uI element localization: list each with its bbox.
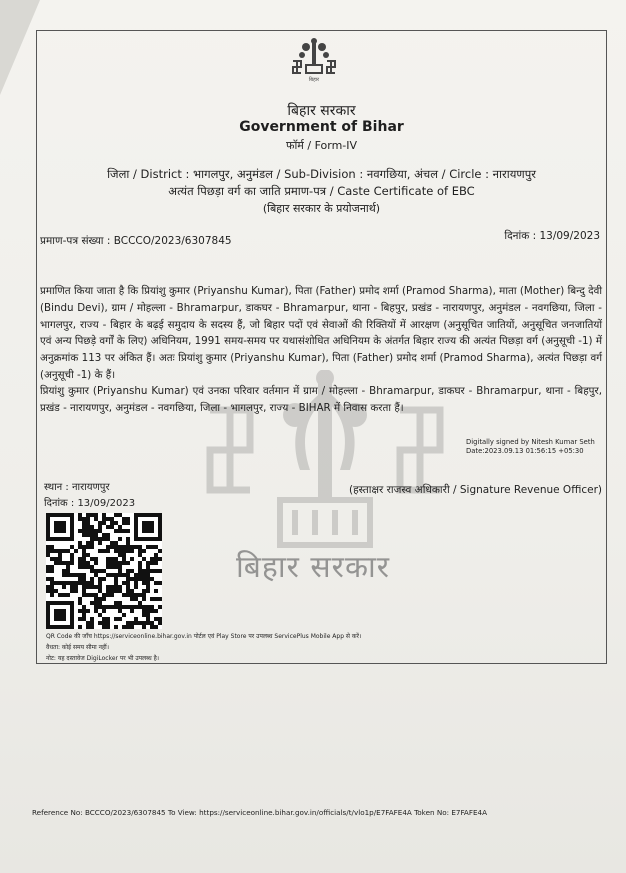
place-field: स्थान : नारायणपुर	[44, 482, 110, 493]
place-date-field: दिनांक : 13/09/2023	[44, 498, 136, 509]
district-line: जिला / District : भागलपुर, अनुमंडल / Sub-Division : नवगछिया, अंचल / Circle : नारायणपुर	[107, 167, 536, 181]
government-title: Government of Bihar	[239, 119, 404, 135]
certificate-number: प्रमाण-पत्र संख्या : BCCCO/2023/6307845	[40, 235, 232, 247]
watermark-text: बिहार सरकार	[236, 550, 391, 585]
qr-code-icon	[46, 513, 162, 629]
qr-note: QR Code की जाँच https://serviceonline.bihar.gov.in पोर्टल एवं Play Store पर उपलब्ध ServicePlus Mobile App से करें।	[46, 633, 362, 640]
caste-certificate-title: अत्यंत पिछड़ा वर्ग का जाति प्रमाण-पत्र / Caste Certificate of EBC	[168, 184, 475, 198]
issue-date: दिनांक : 13/09/2023	[504, 230, 600, 242]
hindi-title: बिहार सरकार	[287, 103, 356, 119]
qr-code[interactable]	[46, 513, 162, 629]
purpose-line: (बिहार सरकार के प्रयोजनार्थ)	[262, 202, 381, 215]
reference-footer: Reference No: BCCCO/2023/6307845 To View: https://serviceonline.bihar.gov.in/officials/t/vlo1p/E7FAFE4A Token No: E7FAFE4A	[32, 808, 487, 817]
bihar-emblem-icon	[291, 37, 337, 83]
residence-paragraph: प्रियांशु कुमार (Priyanshu Kumar) एवं उनका परिवार वर्तमान में ग्राम / मोहल्ला - Bhramarpur, डाकघर - Bhramarpur, थाना - बिहपुर, प्रखंड - नारायणपुर, अनुमंडल - नवगछिया, जिला - भागलपुर, राज्य - BIHAR में निवास करता हैं।	[40, 385, 602, 414]
digital-signature	[466, 438, 606, 456]
validity-note: वैधता: कोई समय सीमा नहीं।	[46, 644, 109, 651]
certification-paragraph: प्रमाणित किया जाता है कि प्रियांशु कुमार (Priyanshu Kumar), पिता (Father) प्रमोद शर्मा (Pramod Sharma), माता (Mother) बिन्दु देवी (Bindu Devi), ग्राम / मोहल्ला - Bhramarpur, डाकघर - Bhramarpur, थाना - बिहपुर, प्रखंड - नारायणपुर, अनुमंडल - नवगछिया, जिला - भागलपुर, राज्य - बिहार के बढ़ई समुदाय के सदस्य हैं, जो बिहार पदों एवं सेवाओं की रिक्तियों में आरक्षण (अनुसूचित जातियों, अनुसूचित जनजातियों एवं अन्य पिछड़े वर्गों के लिए) अधिनियम, 1991 समय-समय पर यथासंशोधित अधिनियम के अंतर्गत बिहार राज्य की अत्यंत पिछड़ा वर्ग (अनुसूची -1) में अनुक्रमांक 113 पर अंकित हैं। अतः प्रियांशु कुमार (Priyanshu Kumar), पिता (Father) प्रमोद शर्मा (Pramod Sharma), अत्यंत पिछड़ा वर्ग (अनुसूची -1) के हैं।	[40, 285, 602, 381]
digital-signature-signer: Digitally signed by Nitesh Kumar Seth	[466, 438, 595, 446]
signature-label: (हस्ताक्षर राजस्व अधिकारी / Signature Revenue Officer)	[348, 484, 602, 496]
emblem-caption: बिहार	[308, 77, 320, 83]
digilocker-note: नोट: यह दस्तावेज DigiLocker पर भी उपलब्ध है।	[46, 655, 160, 662]
form-number: फॉर्म / Form-IV	[285, 139, 358, 152]
digital-signature-date: Date:2023.09.13 01:56:15 +05:30	[466, 447, 584, 455]
folded-corner	[0, 0, 40, 95]
